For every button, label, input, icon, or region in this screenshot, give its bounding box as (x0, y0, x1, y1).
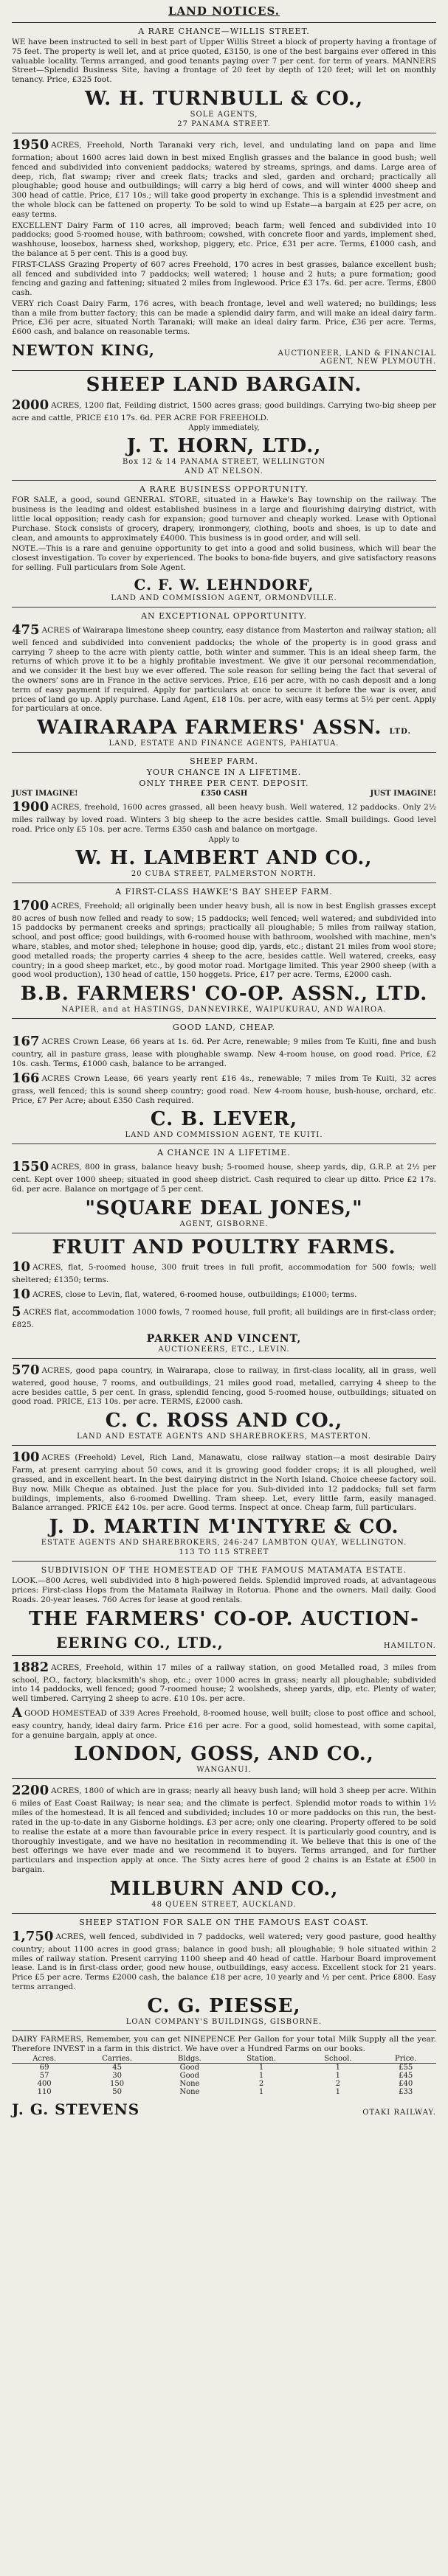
ad-sub: ESTATE AGENTS AND SHAREBROKERS, 246-247 LAMBTON QUAY, WELLINGTON. (41, 1539, 407, 1548)
ad-sub: NAPIER, and at HASTINGS, DANNEVIRKE, WAIPUKURAU, AND WAIROA. (61, 1006, 387, 1014)
ad-kicker: ONLY THREE PER CENT. DEPOSIT. (139, 779, 309, 789)
ad-apply: Apply immediately, (188, 424, 260, 433)
ad-text: ACRES of Wairarapa limestone sheep country, easy distance from Masterton and railway station; all well fenced and subdivided into convenient paddocks; the whole of the property is in good grass and carrying 7 sheep to the acre with plenty cattle, both winter and summer. This is an ideal sheep farm, the returns of which prove it to be a highly profitable investment. We give it our personal recommendation, and we consider it the best buy we ever offered. The sole reason for selling being the fact that several of the owners' sons are in France in the active services. Price, £16 per acre, with no cash deposit and a long term of easy payment if required. Apply for particulars at once to secure it before the war is over, and prices of land go up. Apply purchase. Land Agent, £18 10s. per acre, with easy terms at 5½ per cent. Apply for particulars at once. (12, 625, 436, 714)
ad-body (12, 622, 436, 714)
ad-body (12, 1660, 436, 1704)
ad-acreage: 2000 (12, 397, 49, 413)
ad-text: ACRES, close to Levin, flat, watered, 6-roomed house, outbuildings; £1000; terms. (32, 1290, 357, 1300)
table-cell: 1 (258, 2064, 264, 2072)
ad-kicker: A RARE CHANCE—WILLIS STREET. (138, 27, 310, 36)
ad-sub: 20 CUBA STREET, PALMERSTON NORTH. (131, 869, 317, 878)
ad-lever (12, 1018, 436, 1143)
ad-acreage: 167 (12, 1034, 40, 1050)
ad-body (12, 397, 436, 423)
ad-sub: 113 TO 115 STREET (179, 1548, 269, 1557)
ad-text: ACRES, freehold, 1600 acres grassed, all been heavy bush. Well watered, 12 paddocks. Only 2½ miles railway by loved road. Winters 3 big sheep to the acre besides cattle. Small buildings. Good level road. Price only £5 10s. per acre. Terms £350 cash and balance on mortgage. (12, 803, 436, 834)
ad-sub: LAND AND ESTATE AGENTS AND SHAREBROKERS, MASTERTON. (77, 1433, 371, 1441)
ad-signature (12, 338, 436, 367)
ad-signature (12, 2098, 436, 2119)
table-cell: 45 (112, 2064, 122, 2072)
ad-sheep-land-bargain (12, 370, 436, 480)
ad-acreage: 570 (12, 1362, 40, 1378)
ad-apply: Apply to (208, 835, 240, 844)
ad-lambert (12, 752, 436, 883)
ad-body: LOOK.—800 Acres, well subdivided into 8 high-powered fields. Splendid improved roads, at advantageous prices: First-class Hops from the Matamata Railway in Rotorua. Phone and the owners. Mail daily. Good Roads. 20-year leases. 760 Acres for lease at good rentals. (12, 1576, 436, 1604)
ad-willis-street (12, 22, 436, 133)
ad-firm: WAIRARAPA FARMERS' ASSN. LTD. (37, 717, 411, 739)
ad-body (12, 1259, 436, 1285)
table-row (12, 2064, 436, 2072)
ad-sub: Box 12 & 14 PANAMA STREET, WELLINGTON (122, 458, 326, 467)
ad-acreage: 5 (12, 1304, 21, 1320)
ad-kicker: AN EXCEPTIONAL OPPORTUNITY. (141, 610, 307, 621)
ad-acreage: 1700 (12, 897, 49, 913)
ad-body (12, 799, 436, 835)
ad-acreage: 10 (12, 1287, 31, 1303)
ad-stevens (12, 2030, 436, 2123)
ad-body: NOTE.—This is a rare and genuine opportunity to get into a good and solid business, which will bear the closest investigation. To cover by experienced. The books to bona-fide buyers, and give satisfactory reasons for selling. Full particulars from Sole Agent. (12, 544, 436, 572)
ad-firm: "SQUARE DEAL JONES," (85, 1197, 363, 1219)
ad-headline: FRUIT AND POULTRY FARMS. (52, 1236, 396, 1259)
ad-ross (12, 1358, 436, 1445)
section-title: LAND NOTICES. (168, 4, 280, 18)
ad-firm: C. B. LEVER, (150, 1108, 298, 1131)
table-cell: 69 (39, 2064, 49, 2072)
ad-sub: WANGANUI. (196, 1766, 252, 1775)
ad-firm: B.B. FARMERS' CO-OP. ASSN., LTD. (20, 983, 428, 1006)
ad-acreage: 1550 (12, 1159, 49, 1175)
table-header-cell: Carries. (77, 2055, 157, 2064)
ad-london-goss (12, 1655, 436, 1779)
ad-firm: W. H. TURNBULL & CO., (84, 87, 364, 110)
ad-firm: MILBURN AND CO., (109, 1877, 339, 1900)
ad-acreage: 1,750 (12, 1928, 54, 1944)
ad-sub: AUCTIONEER, LAND & FINANCIAL AGENT, NEW PLYMOUTH. (278, 349, 436, 366)
newspaper-page (12, 0, 436, 2122)
ad-sub: AGENT, GISBORNE. (179, 1219, 269, 1228)
ad-text: ACRES, flat, 5-roomed house, 300 fruit trees in full profit, accommodation for 500 fowls; well sheltered; £1350; terms. (12, 1263, 436, 1285)
table-cell: 57 (39, 2072, 49, 2081)
ad-general-store (12, 480, 436, 606)
ad-acreage: 10 (12, 1259, 31, 1275)
ad-firm: PARKER AND VINCENT, (146, 1332, 302, 1345)
ad-acreage: 1950 (12, 136, 49, 153)
table-cell: £55 (399, 2064, 413, 2072)
ad-fruit-poultry (12, 1233, 436, 1358)
ad-kicker: A CHANCE IN A LIFETIME. (157, 1148, 291, 1158)
table-header-cell: School. (300, 2055, 375, 2064)
ad-wairarapa (12, 607, 436, 752)
table-cell: None (179, 2088, 200, 2097)
ad-acreage: 100 (12, 1449, 40, 1466)
ad-body (12, 1783, 436, 1874)
ad-imagine-row: JUST IMAGINE! £350 CASH JUST IMAGINE! (12, 790, 436, 798)
ad-text: ACRES Crown Lease, 66 years at 1s. 6d. Per Acre, renewable; 9 miles from Te Kuiti, fine and bush country, all in pasture grass, lease with ploughable swamp. New 4-room house, on good road. Price, £2 10s. cash. Terms, £1000 cash, balance to be arranged. (12, 1037, 436, 1068)
ad-body (12, 1287, 436, 1303)
ad-acreage: 1882 (12, 1659, 49, 1675)
ad-text: ACRES, 1800 of which are in grass; nearly all heavy bush land; will hold 3 sheep per acre. Within 6 miles of East Coast Railway; is near sea; and the climate is perfect. Splendid motor roads to within 1½ miles of the homestead. It is all fenced and subdivided; includes 10 or more paddocks on this run, the best-rated in the up-to-date in any Gisborne holdings. £3 per acre; only one clearing. Property offered to be sold to realise the estate at a more than favourable price in every respect. It is particularly good country, and is thoroughly investigate, and we have no hesitation in recommending it. We believe that this is one of the best offerings we have ever made and we recommend it to buyers. Terms arranged, and for further particulars and inspection apply at once. The Sixty acres here of good 2 chains is an Estate at £500 in bargain. (12, 1786, 436, 1874)
ad-kicker: YOUR CHANCE IN A LIFETIME. (146, 767, 302, 778)
ad-acreage: 166 (12, 1070, 40, 1086)
ad-firm: C. C. ROSS AND CO., (105, 1410, 343, 1433)
ad-sub: LAND AND COMMISSION AGENT, ORMONDVILLE. (111, 593, 337, 602)
ad-body: FIRST-CLASS Grazing Property of 607 acres Freehold, 170 acres in best grasses, balance excellent bush; all fenced and subdivided into 7 paddocks; well watered; 1 house and 2 huts; a pure formation; good fencing and gazing and fattening; situated 2 miles from Inglewood. Price £3 17s. 6d. per acre. Terms, £800 cash. (12, 260, 436, 298)
table-cell: 1 (258, 2072, 264, 2081)
table-cell: 400 (37, 2080, 52, 2089)
ad-body (12, 137, 436, 220)
ad-sub: 27 PANAMA STREET. (177, 119, 271, 128)
ad-text: ACRES, 1200 flat, Feilding district, 1500 acres grass; good buildings. Carrying two-big sheep per acre and cattle, PRICE £10 17s. 6d. PER ACRE FOR FREEHOLD. (12, 400, 436, 422)
ad-firm: W. H. LAMBERT AND CO., (75, 846, 373, 869)
ad-headline: SHEEP LAND BARGAIN. (86, 374, 362, 397)
ad-body: DAIRY FARMERS, Remember, you can get NINEPENCE Per Gallon for your total Milk Supply all the year. Therefore INVEST in a farm in this district. We have over a Hundred Farms on our books. (12, 2034, 436, 2053)
ad-matamata (12, 1561, 436, 1654)
ad-text: ACRES (Freehold) Level, Rich Land, Manawatu, close railway station—a most desirable Dairy Farm, at present carrying about 50 cows, and it is growing good fodder crops; it is all ploughed, well grassed, and in excellent heart. In the best dairying district in the North Island. Choice cheese factory soil. Buy now. Milk Cheque as obtained. Just the place for you. Sub-divided into 12 paddocks; full set farm buildings, implements, also 6-roomed Dwelling. Tram sheep. Let, every little farm, easily managed. Balance arranged. PRICE £42 10s. per acre. Good terms. Inspect at once. Cheap farm, full particulars. (12, 1453, 436, 1513)
table-header-cell: Acres. (12, 2055, 77, 2064)
table-cell: £45 (399, 2072, 413, 2081)
ad-firm: C. G. PIESSE, (147, 1994, 301, 2017)
ad-text: ACRES, Freehold, within 17 miles of a railway station, on good Metalled road, 3 miles from school, P.O., factory, blacksmith's shop, etc.; over 1000 acres in grass; nearly all ploughable; subdivided into 14 paddocks, well fenced; good 7-roomed house; 2 woolsheds, sheep yards, dip, etc. Plenty of water, well timbered. Carrying 2 sheep to acre. £10 10s. per acre. (12, 1663, 436, 1704)
ad-acreage: 475 (12, 622, 40, 638)
table-cell: £40 (399, 2080, 413, 2089)
table-cell: Good (179, 2072, 200, 2081)
ad-newton-king (12, 133, 436, 370)
ad-kicker: SHEEP FARM. (190, 756, 258, 767)
ad-text: ACRES Crown Lease, 66 years yearly rent £16 4s., renewable; 7 miles from Te Kuiti, 32 acres grass, well fenced; this is sound sheep country; good road. New 4-room house, bush-house, orchard, etc. Price, £7 Per Acre; about £350 Cash required. (12, 1073, 436, 1105)
table-cell: 2 (335, 2080, 341, 2089)
table-cell: £33 (399, 2088, 413, 2097)
table-cell: 1 (335, 2088, 341, 2097)
ad-piesse (12, 1913, 436, 2030)
ad-sub: LAND AND COMMISSION AGENT, TE KUITI. (125, 1131, 323, 1140)
ad-body (12, 1705, 436, 1741)
ad-text: ACRES, 800 in grass, balance heavy bush; 5-roomed house, sheep yards, dip, G.R.P. at 2½ per cent. Kept over 1000 sheep; situated in good sheep district. Cash required to clear up ditto. Price £2 17s. 6d. per acre. Balance on mortgage of 5 per cent. (12, 1163, 436, 1194)
table-cell: Good (179, 2064, 200, 2072)
ad-text: ACRES, Freehold; all originally been under heavy bush, all is now in best English grasses except 80 acres of bush now felled and ready to sow; 15 paddocks; well fenced; well watered; and subdivided into 15 paddocks by permanent creeks and springs; practically all ploughable; 5 miles from railway station, school, and post office; good buildings, with 6-roomed house with bathroom, woolshed with machine, men's whare, stables, and motor shed; telephone in house; good dip, yards, etc.; distant 21 miles from wool store; good metalled roads; the property carries 4 sheep to the acre, besides cattle. Well watered, creeks, easy country; in a good sheep market, etc., by good motor road. Mortgage limited. This year 2900 sheep (with a good wool production), 130 head of cattle, 150 hoggets. Price, £17 per acre. Terms, £2000 cash. (12, 901, 436, 980)
ad-firm: C. F. W. LEHNDORF, (134, 575, 314, 593)
ad-body (12, 898, 436, 981)
ad-text: ACRES flat, accommodation 1000 fowls, 7 roomed house, full profit; all buildings are in first-class order; £825. (12, 1308, 436, 1330)
ad-acreage: 1900 (12, 799, 49, 815)
ad-sub: AUCTIONEERS, ETC., LEVIN. (158, 1345, 290, 1354)
ad-signature (12, 1631, 436, 1652)
table-cell: 1 (335, 2064, 341, 2072)
ad-kicker: A FIRST-CLASS HAWKE'S BAY SHEEP FARM. (115, 886, 333, 897)
table-row (12, 2088, 436, 2096)
table-row (12, 2080, 436, 2088)
ad-firm: J. D. MARTIN M'INTYRE & CO. (49, 1516, 399, 1539)
ad-body (12, 1449, 436, 1513)
ad-body: WE have been instructed to sell in best part of Upper Willis Street a block of property having a frontage of 75 feet. The property is well let, and at price quoted, £3150, is one of the best bargains ever offered in this valuable locality. Terms arranged, and good tenants paying over 7 per cent. for term of years. MANNERS Street—Splendid Business Site, having a frontage of 20 feet by depth of 120 feet; will let on monthly tenancy. Price, £325 foot. (12, 38, 436, 85)
ad-firm: THE FARMERS' CO-OP. AUCTION- (29, 1607, 419, 1630)
ad-text: ACRES, good papa country, in Wairarapa, close to railway, in first-class locality, all in grass, well watered, good house, 7 rooms, and outbuildings, 21 miles good road, metalled, carrying 4 sheep to the acre besides cattle, 5 per cent. In grass, splendid fencing, good 5-roomed house, outbuildings; situated on good road. PRICE, £13 10s. per acre. TERMS, £2000 cash. (12, 1365, 436, 1407)
ad-body (12, 1304, 436, 1330)
ad-sub: AND AT NELSON. (185, 467, 263, 476)
ad-body: FOR SALE, a good, sound GENERAL STORE, situated in a Hawke's Bay township on the railway. The business is the leading and oldest established business in a large and flourishing dairying district, with little local opposition; ready cash for expansion; good turnover and cheaply worked. Lease with Optional Purchase. Stock consists of grocery, drapery, ironmongery, clothing, boots and shoes, is up to date and clean, and amounts to approximately £4000. This business is in good order, and will sell. (12, 495, 436, 543)
ad-body (12, 1071, 436, 1106)
table-cell: 110 (37, 2088, 52, 2097)
ad-kicker: A RARE BUSINESS OPPORTUNITY. (139, 484, 309, 495)
ad-firm: EERING CO., LTD., (56, 1633, 224, 1651)
ad-body (12, 1159, 436, 1194)
ad-kicker: GOOD LAND, CHEAP. (172, 1023, 276, 1033)
ad-acreage: A (12, 1705, 22, 1721)
ad-text: ACRES, Freehold, North Taranaki very rich, level, and undulating land on papa and lime formation; about 1600 acres laid down in best mixed English grasses and the balance in good bush; well fenced and subdivided into convenient paddocks; watered by streams, springs, and dams. Large area of deep, rich, flat swamp; river and creek flats; tracks and sled, garden and orchard; practically all ploughable; good house and outbuildings; will carry a big herd of cows, and will winter 4000 sheep and 300 head of cattle. Price, £17 10s.; will take good property in exchange. This is a splendid investment and the whole block can be fattened on property. To be sold to wind up Estate—a bargain at £25 per acre, on easy terms. (12, 140, 436, 219)
ad-martin-mcintyre (12, 1445, 436, 1561)
ad-square-deal-jones (12, 1143, 436, 1233)
ad-firm: NEWTON KING, (12, 341, 155, 360)
ad-sub: LAND, ESTATE AND FINANCE AGENTS, PAHIATUA. (108, 739, 340, 748)
table-header-cell: Bldgs. (157, 2055, 222, 2064)
dairy-farms-table (12, 2055, 436, 2096)
ad-text: GOOD HOMESTEAD of 339 Acres Freehold, 8-roomed house, well built; close to post office and school, easy country, handy, ideal dairy farm. Price £16 per acre. For a good, solid homestead, with some capital, for a genuine bargain, apply at once. (12, 1708, 436, 1740)
ad-kicker: SHEEP STATION FOR SALE ON THE FAMOUS EAST COAST. (79, 1917, 369, 1927)
table-cell: 50 (112, 2088, 122, 2097)
ad-sub: SOLE AGENTS, (190, 110, 258, 119)
ad-firm: J. G. STEVENS (12, 2100, 140, 2119)
ad-firm: J. T. HORN, LTD., (126, 435, 322, 458)
table-header-cell: Price. (375, 2055, 436, 2064)
ad-sub: LOAN COMPANY'S BUILDINGS, GISBORNE. (125, 2017, 323, 2026)
ad-body (12, 1929, 436, 1992)
ad-kicker: SUBDIVISION OF THE HOMESTEAD OF THE FAMOUS MATAMATA ESTATE. (41, 1565, 407, 1576)
ad-text: ACRES, well fenced, subdivided in 7 paddocks, well watered; very good pasture, good healthy country; about 1100 acres in good grass; balance in good bush; all ploughable; 9 hole situated within 2 miles of railway station. Present carrying 1100 sheep and 40 head of cattle. Harbour Board improvement lease. Land is in first-class order, good new house, outbuildings, easy access. Excellent stock for 21 years. Price £5 per acre. Terms £2000 cash, the balance £18 per acre, 10 yearly and ½ per cent. Price £800. Easy terms arranged. (12, 1932, 436, 1991)
table-cell: 2 (258, 2080, 264, 2089)
table-row (12, 2072, 436, 2080)
ad-body: EXCELLENT Dairy Farm of 110 acres, all improved; beach farm; well fenced and subdivided into 10 paddocks; good 5-roomed house, with bathroom; cowshed, with concrete floor and yards, implement shed, washhouse, loosebox, harness shed, workshop, piggery, etc. Price, £31 per acre. Terms, £1000 cash, and the balance at 5 per cent. This is a good buy. (12, 220, 436, 258)
table-header-cell: Station. (222, 2055, 301, 2064)
ad-sub: HAMILTON. (383, 1641, 436, 1650)
table-cell: 1 (335, 2072, 341, 2081)
table-cell: 1 (258, 2088, 264, 2097)
ad-firm: LONDON, GOSS, AND CO., (74, 1743, 374, 1766)
ad-hb-farmers (12, 883, 436, 1019)
ad-acreage: 2200 (12, 1783, 49, 1799)
ad-milburn (12, 1778, 436, 1912)
table-cell: 30 (112, 2072, 122, 2081)
table-cell: 150 (110, 2080, 125, 2089)
ad-sub: 48 QUEEN STREET, AUCKLAND. (151, 1900, 297, 1909)
ad-body (12, 1362, 436, 1407)
ad-body: VERY rich Coast Dairy Farm, 176 acres, with beach frontage, level and well watered; no buildings; less than a mile from butter factory; this can be made a splendid dairy farm, and will make an ideal dairy farm. Price, £36 per acre, situated North Taranaki; will make an ideal dairy farm. Price, £36 per acre. Terms, £600 cash, and balance on reasonable terms. (12, 299, 436, 337)
table-cell: None (179, 2080, 200, 2089)
ad-sub: OTAKI RAILWAY. (362, 2109, 436, 2117)
ad-body (12, 1034, 436, 1069)
